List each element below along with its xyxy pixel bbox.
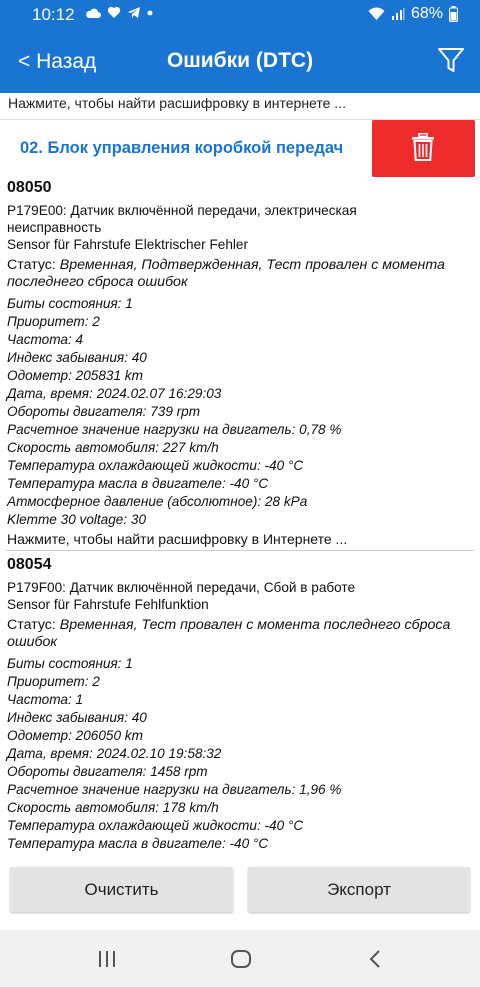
detail-row: Обороты двигателя: 739 rpm xyxy=(7,404,201,419)
dtc-description-de: Sensor für Fahrstufe Fehlfunktion xyxy=(7,597,209,612)
detail-row: Биты состояния: 1 xyxy=(7,656,133,671)
battery-icon xyxy=(449,6,458,22)
delete-button[interactable] xyxy=(372,120,475,177)
status-value: ошибок xyxy=(7,634,58,650)
detail-row: Атмосферное давление (абсолютное): 28 kPa xyxy=(7,494,308,509)
detail-row: Приоритет: 2 xyxy=(7,314,100,329)
back-button[interactable]: < Назад xyxy=(18,50,97,73)
dot-icon xyxy=(147,10,153,16)
search-hint-link[interactable]: Нажмите, чтобы найти расшифровку в интернете ... xyxy=(8,95,346,111)
detail-row: Температура масла в двигателе: -40 °C xyxy=(7,836,269,851)
detail-row: Скорость автомобиля: 227 km/h xyxy=(7,440,219,455)
detail-row: Расчетное значение нагрузки на двигатель: 1,96 % xyxy=(7,782,342,797)
detail-row: Частота: 1 xyxy=(7,692,84,707)
dtc-status xyxy=(7,257,445,274)
status-value: Временная, Тест провален с момента последнего сброса xyxy=(55,617,451,633)
dtc-list[interactable] xyxy=(0,93,480,857)
system-icons xyxy=(368,5,458,23)
heart-icon xyxy=(107,6,121,19)
filter-icon[interactable] xyxy=(436,45,466,75)
status-bar xyxy=(0,0,480,30)
dtc-status xyxy=(7,617,450,634)
export-button[interactable]: Экспорт xyxy=(248,867,470,912)
detail-row: Температура охлаждающей жидкости: -40 °C xyxy=(7,458,304,473)
divider xyxy=(6,550,474,551)
dtc-description-de: Sensor für Fahrstufe Elektrischer Fehler xyxy=(7,237,249,252)
dtc-description: P179E00: Датчик включённой передачи, электрическая xyxy=(7,203,357,218)
status-value: Временная, Подтвержденная, Тест провален с момента xyxy=(55,257,445,273)
detail-row: Дата, время: 2024.02.07 16:29:03 xyxy=(7,386,222,401)
battery-percent: 68% xyxy=(410,5,443,22)
cloud-icon xyxy=(85,7,101,19)
dtc-description: P179F00: Датчик включённой передачи, Сбой в работе xyxy=(7,580,356,595)
detail-row: Расчетное значение нагрузки на двигатель: 0,78 % xyxy=(7,422,342,437)
page-title: Ошибки (DTC) xyxy=(166,49,314,72)
section-title[interactable]: 02. Блок управления коробкой передач xyxy=(20,139,344,157)
detail-row: Температура охлаждающей жидкости: -40 °C xyxy=(7,818,304,833)
dtc-code: 08050 xyxy=(7,179,52,196)
detail-row: Биты состояния: 1 xyxy=(7,296,133,311)
dtc-description: неисправность xyxy=(7,220,102,235)
status-value: последнего сброса ошибок xyxy=(7,274,188,290)
detail-row: Приоритет: 2 xyxy=(7,674,100,689)
detail-row: Klemme 30 voltage: 30 xyxy=(7,512,147,527)
home-icon[interactable] xyxy=(229,948,253,970)
back-icon[interactable] xyxy=(364,948,388,970)
notification-icons xyxy=(85,6,153,19)
signal-icon xyxy=(391,7,405,21)
action-bar xyxy=(0,857,480,930)
telegram-icon xyxy=(127,6,141,19)
section-header xyxy=(0,119,480,177)
detail-row: Индекс забывания: 40 xyxy=(7,350,147,365)
dtc-code: 08054 xyxy=(7,556,52,573)
system-nav-bar xyxy=(0,930,480,987)
detail-row: Скорость автомобиля: 178 km/h xyxy=(7,800,219,815)
detail-row: Одометр: 206050 km xyxy=(7,728,143,743)
search-hint-link[interactable]: Нажмите, чтобы найти расшифровку в Интернете ... xyxy=(7,531,348,547)
detail-row: Частота: 4 xyxy=(7,332,84,347)
detail-row: Температура масла в двигателе: -40 °C xyxy=(7,476,269,491)
status-time: 10:12 xyxy=(32,5,75,24)
trash-icon xyxy=(412,133,434,161)
wifi-icon xyxy=(368,7,385,21)
status-label: Статус: xyxy=(7,617,56,633)
recent-apps-icon[interactable] xyxy=(95,948,119,970)
app-bar xyxy=(0,30,480,93)
clear-button[interactable]: Очистить xyxy=(10,867,233,912)
detail-row: Одометр: 205831 km xyxy=(7,368,143,383)
status-label: Статус: xyxy=(7,257,56,273)
detail-row: Обороты двигателя: 1458 rpm xyxy=(7,764,208,779)
detail-row: Индекс забывания: 40 xyxy=(7,710,147,725)
detail-row: Дата, время: 2024.02.10 19:58:32 xyxy=(7,746,222,761)
